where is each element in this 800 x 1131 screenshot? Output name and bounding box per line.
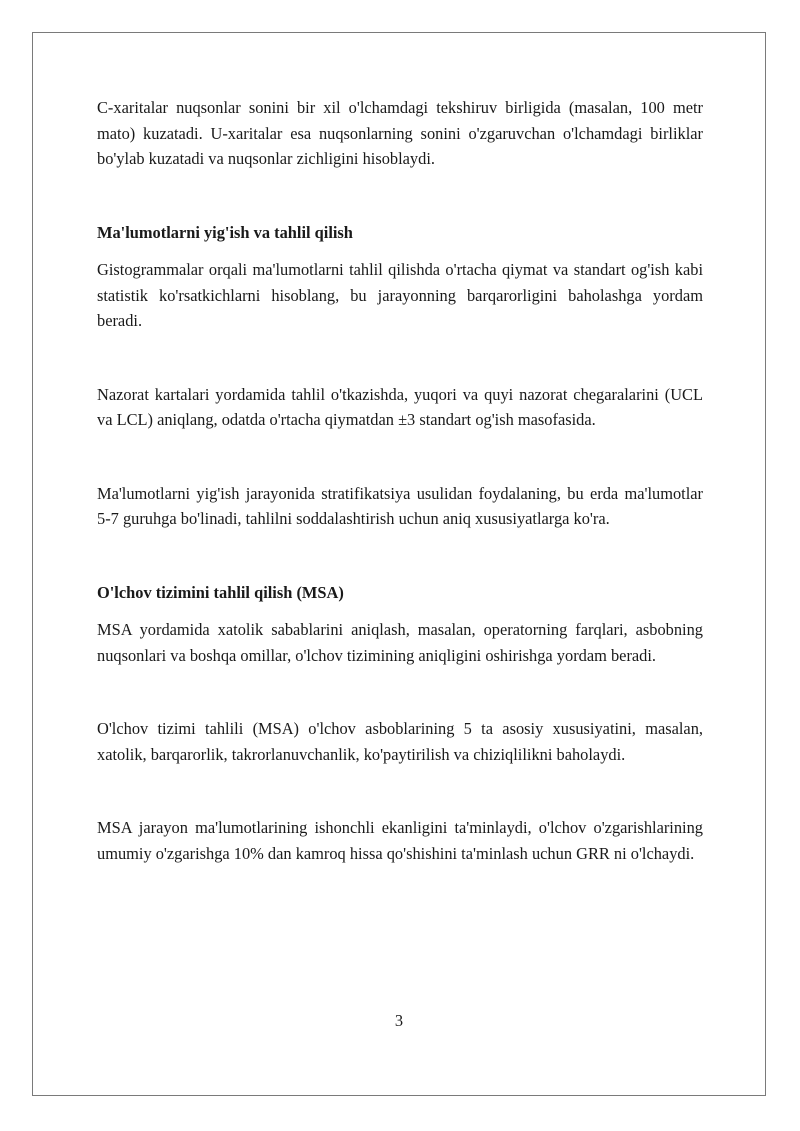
paragraph-control-charts: Nazorat kartalari yordamida tahlil o'tkazishda, yuqori va quyi nazorat chegaralarini (UCL va LCL) aniqlang, odatda o'rtacha qiymatdan ±3 standart og'ish masofasida. xyxy=(97,384,703,429)
page-content xyxy=(97,95,703,866)
page-number: 3 xyxy=(394,1011,404,1030)
paragraph-stratification: Ma'lumotlarni yig'ish jarayonida stratifikatsiya usulidan foydalaning, bu erda ma'lumotlar 5-7 guruhga bo'linadi, tahlilni soddalashtirish uchun aniq xususiyatlarga ko'ra. xyxy=(97,483,703,528)
section-heading-msa: O'lchov tizimini tahlil qilish (MSA) xyxy=(97,582,344,602)
paragraph-histograms: Gistogrammalar orqali ma'lumotlarni tahlil qilishda o'rtacha qiymat va standart og'ish kabi statistik ko'rsatkichlarni hisoblang, bu jarayonning barqarorligini baholashga yordam beradi. xyxy=(97,260,703,330)
document-page xyxy=(32,32,766,1096)
paragraph-msa-error-causes: MSA yordamida xatolik sabablarini aniqlash, masalan, operatorning farqlari, asbobning nuqsonlari va boshqa omillar, o'lchov tizimining aniqligini oshirishga yordam beradi. xyxy=(97,620,703,665)
section-heading-data-collection: Ma'lumotlarni yig'ish va tahlil qilish xyxy=(97,222,353,242)
paragraph-msa-grr: MSA jarayon ma'lumotlarining ishonchli ekanligini ta'minlaydi, o'lchov o'zgarishlarining umumiy o'zgarishga 10% dan kamroq hissa qo'shishini ta'minlash uchun GRR ni o'lchaydi. xyxy=(97,818,703,863)
paragraph-msa-properties: O'lchov tizimi tahlili (MSA) o'lchov asboblarining 5 ta asosiy xususiyatini, masalan, xatolik, barqarorlik, takrorlanuvchanlik, ko'paytirilish va chiziqlilikni baholaydi. xyxy=(97,719,703,764)
paragraph-c-u-charts: C-xaritalar nuqsonlar sonini bir xil o'lchamdagi tekshiruv birligida (masalan, 100 metr mato) kuzatadi. U-xaritalar esa nuqsonlarning sonini o'zgaruvchan o'lchamdagi birliklar bo'ylab kuzatadi va nuqsonlar zichligini hisoblaydi. xyxy=(97,98,703,168)
